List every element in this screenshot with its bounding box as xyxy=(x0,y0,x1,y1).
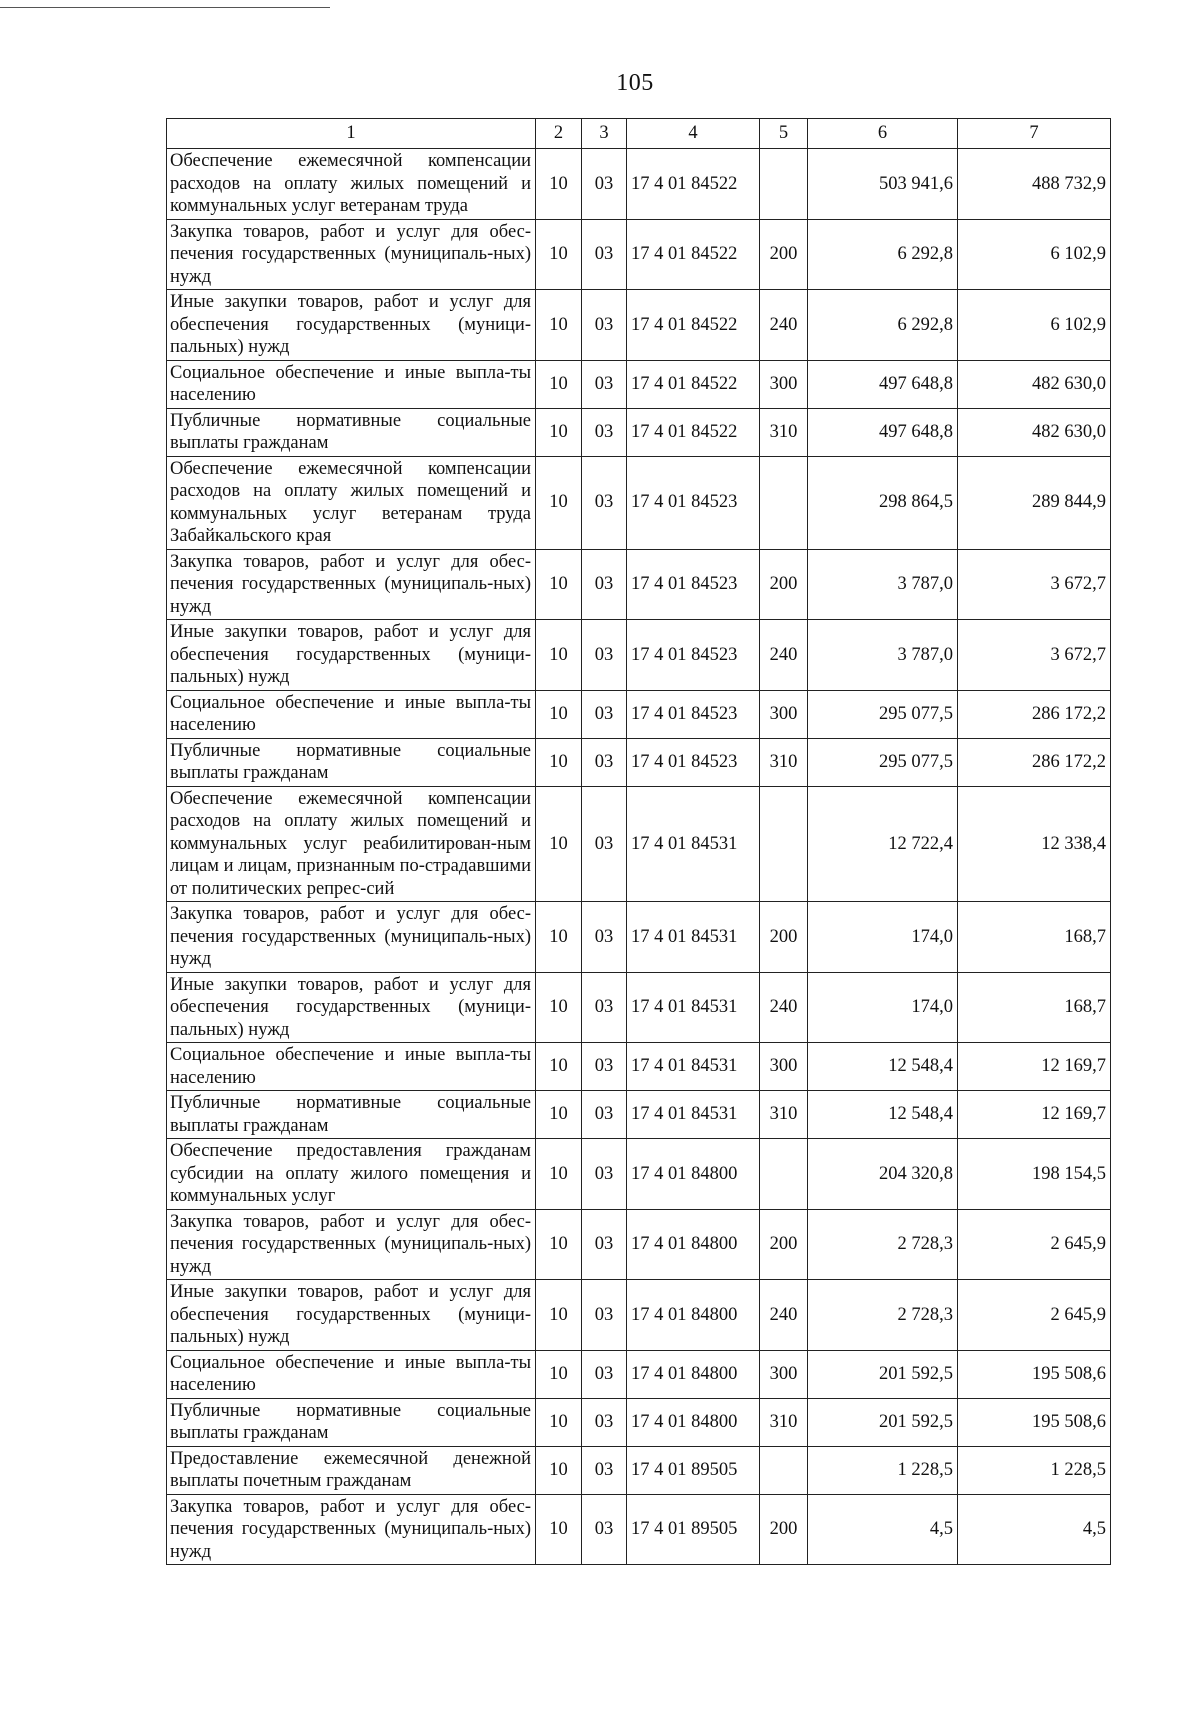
row-subsection: 03 xyxy=(582,1446,627,1494)
row-amount-2: 3 672,7 xyxy=(958,620,1111,691)
row-amount-1: 295 077,5 xyxy=(808,690,958,738)
row-name: Иные закупки товаров, работ и услуг для обеспечения государственных (муници-пальных) нужд xyxy=(167,620,536,691)
row-amount-2: 6 102,9 xyxy=(958,290,1111,361)
row-name: Закупка товаров, работ и услуг для обес-печения государственных (муниципаль-ных) нужд xyxy=(167,549,536,620)
row-expense-type: 240 xyxy=(760,290,808,361)
row-target-code: 17 4 01 89505 xyxy=(627,1446,760,1494)
row-section: 10 xyxy=(536,786,582,902)
header-col-3: 3 xyxy=(582,119,627,149)
row-amount-1: 2 728,3 xyxy=(808,1280,958,1351)
row-amount-1: 12 548,4 xyxy=(808,1091,958,1139)
header-row xyxy=(167,119,1111,149)
row-amount-2: 168,7 xyxy=(958,902,1111,973)
row-expense-type xyxy=(760,456,808,549)
row-subsection: 03 xyxy=(582,549,627,620)
row-target-code: 17 4 01 84523 xyxy=(627,620,760,691)
row-subsection: 03 xyxy=(582,1350,627,1398)
row-amount-2: 195 508,6 xyxy=(958,1350,1111,1398)
row-amount-1: 174,0 xyxy=(808,972,958,1043)
row-expense-type: 240 xyxy=(760,620,808,691)
row-target-code: 17 4 01 84800 xyxy=(627,1398,760,1446)
row-target-code: 17 4 01 84523 xyxy=(627,690,760,738)
row-expense-type xyxy=(760,149,808,220)
row-amount-2: 1 228,5 xyxy=(958,1446,1111,1494)
row-expense-type: 310 xyxy=(760,408,808,456)
row-amount-1: 2 728,3 xyxy=(808,1209,958,1280)
row-target-code: 17 4 01 84522 xyxy=(627,219,760,290)
header-col-7: 7 xyxy=(958,119,1111,149)
row-section: 10 xyxy=(536,1091,582,1139)
table-row xyxy=(167,360,1111,408)
page-number: 105 xyxy=(616,70,654,96)
table-body xyxy=(167,149,1111,1565)
row-subsection: 03 xyxy=(582,219,627,290)
row-amount-2: 488 732,9 xyxy=(958,149,1111,220)
row-expense-type: 310 xyxy=(760,738,808,786)
row-subsection: 03 xyxy=(582,360,627,408)
row-expense-type: 200 xyxy=(760,1494,808,1565)
row-section: 10 xyxy=(536,1446,582,1494)
row-subsection: 03 xyxy=(582,786,627,902)
row-name: Обеспечение предоставления гражданам субсидии на оплату жилого помещения и коммунальных услуг xyxy=(167,1139,536,1210)
row-name: Закупка товаров, работ и услуг для обес-печения государственных (муниципаль-ных) нужд xyxy=(167,902,536,973)
row-name: Обеспечение ежемесячной компенсации расходов на оплату жилых помещений и коммунальных услуг ветеранам труда Забайкальского края xyxy=(167,456,536,549)
row-name: Закупка товаров, работ и услуг для обес-печения государственных (муниципаль-ных) нужд xyxy=(167,1209,536,1280)
row-name: Социальное обеспечение и иные выпла-ты населению xyxy=(167,1350,536,1398)
row-amount-1: 3 787,0 xyxy=(808,620,958,691)
row-amount-2: 12 338,4 xyxy=(958,786,1111,902)
row-amount-2: 286 172,2 xyxy=(958,690,1111,738)
row-amount-1: 295 077,5 xyxy=(808,738,958,786)
row-name: Закупка товаров, работ и услуг для обес-печения государственных (муниципаль-ных) нужд xyxy=(167,1494,536,1565)
row-expense-type xyxy=(760,1139,808,1210)
row-subsection: 03 xyxy=(582,620,627,691)
row-amount-2: 4,5 xyxy=(958,1494,1111,1565)
row-expense-type: 200 xyxy=(760,549,808,620)
row-section: 10 xyxy=(536,1043,582,1091)
row-amount-2: 286 172,2 xyxy=(958,738,1111,786)
row-subsection: 03 xyxy=(582,972,627,1043)
row-amount-1: 12 722,4 xyxy=(808,786,958,902)
row-expense-type: 300 xyxy=(760,690,808,738)
row-section: 10 xyxy=(536,360,582,408)
table-row xyxy=(167,1446,1111,1494)
row-expense-type: 310 xyxy=(760,1091,808,1139)
row-name: Социальное обеспечение и иные выпла-ты населению xyxy=(167,360,536,408)
row-expense-type: 200 xyxy=(760,902,808,973)
row-expense-type xyxy=(760,786,808,902)
table-row xyxy=(167,1139,1111,1210)
row-target-code: 17 4 01 89505 xyxy=(627,1494,760,1565)
row-name: Иные закупки товаров, работ и услуг для обеспечения государственных (муници-пальных) нужд xyxy=(167,972,536,1043)
row-amount-1: 204 320,8 xyxy=(808,1139,958,1210)
row-target-code: 17 4 01 84522 xyxy=(627,360,760,408)
row-amount-2: 6 102,9 xyxy=(958,219,1111,290)
row-target-code: 17 4 01 84522 xyxy=(627,149,760,220)
table-row xyxy=(167,1494,1111,1565)
table-row xyxy=(167,620,1111,691)
row-name: Обеспечение ежемесячной компенсации расходов на оплату жилых помещений и коммунальных услуг ветеранам труда xyxy=(167,149,536,220)
row-amount-1: 497 648,8 xyxy=(808,408,958,456)
row-target-code: 17 4 01 84523 xyxy=(627,456,760,549)
row-section: 10 xyxy=(536,1350,582,1398)
table-row xyxy=(167,149,1111,220)
table-row xyxy=(167,1209,1111,1280)
row-target-code: 17 4 01 84531 xyxy=(627,1091,760,1139)
row-subsection: 03 xyxy=(582,456,627,549)
row-expense-type: 310 xyxy=(760,1398,808,1446)
row-name: Публичные нормативные социальные выплаты гражданам xyxy=(167,408,536,456)
row-amount-1: 6 292,8 xyxy=(808,219,958,290)
row-subsection: 03 xyxy=(582,1209,627,1280)
row-amount-2: 2 645,9 xyxy=(958,1209,1111,1280)
row-amount-1: 298 864,5 xyxy=(808,456,958,549)
row-amount-2: 3 672,7 xyxy=(958,549,1111,620)
row-amount-1: 3 787,0 xyxy=(808,549,958,620)
row-amount-2: 195 508,6 xyxy=(958,1398,1111,1446)
table-row xyxy=(167,1043,1111,1091)
row-section: 10 xyxy=(536,1139,582,1210)
row-subsection: 03 xyxy=(582,1494,627,1565)
row-subsection: 03 xyxy=(582,290,627,361)
table-row xyxy=(167,690,1111,738)
row-section: 10 xyxy=(536,549,582,620)
row-subsection: 03 xyxy=(582,902,627,973)
table-row xyxy=(167,549,1111,620)
row-target-code: 17 4 01 84531 xyxy=(627,786,760,902)
row-amount-1: 201 592,5 xyxy=(808,1350,958,1398)
row-name: Публичные нормативные социальные выплаты гражданам xyxy=(167,738,536,786)
table-row xyxy=(167,219,1111,290)
row-target-code: 17 4 01 84531 xyxy=(627,972,760,1043)
table-row xyxy=(167,972,1111,1043)
row-name: Закупка товаров, работ и услуг для обес-печения государственных (муниципаль-ных) нужд xyxy=(167,219,536,290)
scan-edge-line xyxy=(0,7,330,8)
row-section: 10 xyxy=(536,219,582,290)
row-amount-2: 482 630,0 xyxy=(958,408,1111,456)
row-target-code: 17 4 01 84531 xyxy=(627,902,760,973)
row-section: 10 xyxy=(536,1398,582,1446)
row-section: 10 xyxy=(536,738,582,786)
row-amount-1: 1 228,5 xyxy=(808,1446,958,1494)
row-amount-1: 503 941,6 xyxy=(808,149,958,220)
row-expense-type: 200 xyxy=(760,219,808,290)
row-expense-type: 300 xyxy=(760,360,808,408)
row-target-code: 17 4 01 84523 xyxy=(627,549,760,620)
row-amount-2: 198 154,5 xyxy=(958,1139,1111,1210)
row-amount-2: 2 645,9 xyxy=(958,1280,1111,1351)
row-target-code: 17 4 01 84522 xyxy=(627,408,760,456)
row-amount-1: 201 592,5 xyxy=(808,1398,958,1446)
table-row xyxy=(167,738,1111,786)
row-section: 10 xyxy=(536,149,582,220)
row-expense-type xyxy=(760,1446,808,1494)
row-subsection: 03 xyxy=(582,1091,627,1139)
row-section: 10 xyxy=(536,408,582,456)
row-amount-2: 168,7 xyxy=(958,972,1111,1043)
row-subsection: 03 xyxy=(582,408,627,456)
table-row xyxy=(167,1398,1111,1446)
table-row xyxy=(167,1280,1111,1351)
row-expense-type: 240 xyxy=(760,1280,808,1351)
row-target-code: 17 4 01 84800 xyxy=(627,1350,760,1398)
row-subsection: 03 xyxy=(582,690,627,738)
header-col-6: 6 xyxy=(808,119,958,149)
row-target-code: 17 4 01 84522 xyxy=(627,290,760,361)
row-subsection: 03 xyxy=(582,1139,627,1210)
row-name: Публичные нормативные социальные выплаты гражданам xyxy=(167,1091,536,1139)
row-name: Иные закупки товаров, работ и услуг для обеспечения государственных (муници-пальных) нужд xyxy=(167,290,536,361)
row-target-code: 17 4 01 84531 xyxy=(627,1043,760,1091)
table-row xyxy=(167,456,1111,549)
row-expense-type: 200 xyxy=(760,1209,808,1280)
header-col-2: 2 xyxy=(536,119,582,149)
row-section: 10 xyxy=(536,620,582,691)
row-amount-2: 12 169,7 xyxy=(958,1091,1111,1139)
row-amount-2: 12 169,7 xyxy=(958,1043,1111,1091)
row-subsection: 03 xyxy=(582,738,627,786)
row-name: Публичные нормативные социальные выплаты гражданам xyxy=(167,1398,536,1446)
table-row xyxy=(167,408,1111,456)
table-row xyxy=(167,786,1111,902)
row-subsection: 03 xyxy=(582,149,627,220)
row-subsection: 03 xyxy=(582,1043,627,1091)
row-section: 10 xyxy=(536,1209,582,1280)
header-col-1: 1 xyxy=(167,119,536,149)
row-target-code: 17 4 01 84800 xyxy=(627,1280,760,1351)
row-section: 10 xyxy=(536,290,582,361)
row-target-code: 17 4 01 84800 xyxy=(627,1139,760,1210)
header-col-5: 5 xyxy=(760,119,808,149)
row-section: 10 xyxy=(536,456,582,549)
table-row xyxy=(167,290,1111,361)
row-section: 10 xyxy=(536,690,582,738)
row-name: Обеспечение ежемесячной компенсации расходов на оплату жилых помещений и коммунальных услуг реабилитирован-ным лицам и лицам, признанным по-страдавшими от политических репрес-сий xyxy=(167,786,536,902)
row-target-code: 17 4 01 84523 xyxy=(627,738,760,786)
row-expense-type: 300 xyxy=(760,1350,808,1398)
row-name: Иные закупки товаров, работ и услуг для обеспечения государственных (муници-пальных) нужд xyxy=(167,1280,536,1351)
row-amount-2: 482 630,0 xyxy=(958,360,1111,408)
table-row xyxy=(167,1350,1111,1398)
budget-table xyxy=(166,118,1111,1565)
row-expense-type: 240 xyxy=(760,972,808,1043)
row-section: 10 xyxy=(536,902,582,973)
table-row xyxy=(167,902,1111,973)
row-subsection: 03 xyxy=(582,1280,627,1351)
row-name: Социальное обеспечение и иные выпла-ты населению xyxy=(167,1043,536,1091)
row-section: 10 xyxy=(536,972,582,1043)
row-amount-1: 6 292,8 xyxy=(808,290,958,361)
row-amount-1: 174,0 xyxy=(808,902,958,973)
row-amount-2: 289 844,9 xyxy=(958,456,1111,549)
row-expense-type: 300 xyxy=(760,1043,808,1091)
row-section: 10 xyxy=(536,1494,582,1565)
row-name: Предоставление ежемесячной денежной выплаты почетным гражданам xyxy=(167,1446,536,1494)
row-amount-1: 12 548,4 xyxy=(808,1043,958,1091)
row-target-code: 17 4 01 84800 xyxy=(627,1209,760,1280)
row-section: 10 xyxy=(536,1280,582,1351)
header-col-4: 4 xyxy=(627,119,760,149)
row-amount-1: 497 648,8 xyxy=(808,360,958,408)
table-row xyxy=(167,1091,1111,1139)
row-amount-1: 4,5 xyxy=(808,1494,958,1565)
row-name: Социальное обеспечение и иные выпла-ты населению xyxy=(167,690,536,738)
row-subsection: 03 xyxy=(582,1398,627,1446)
